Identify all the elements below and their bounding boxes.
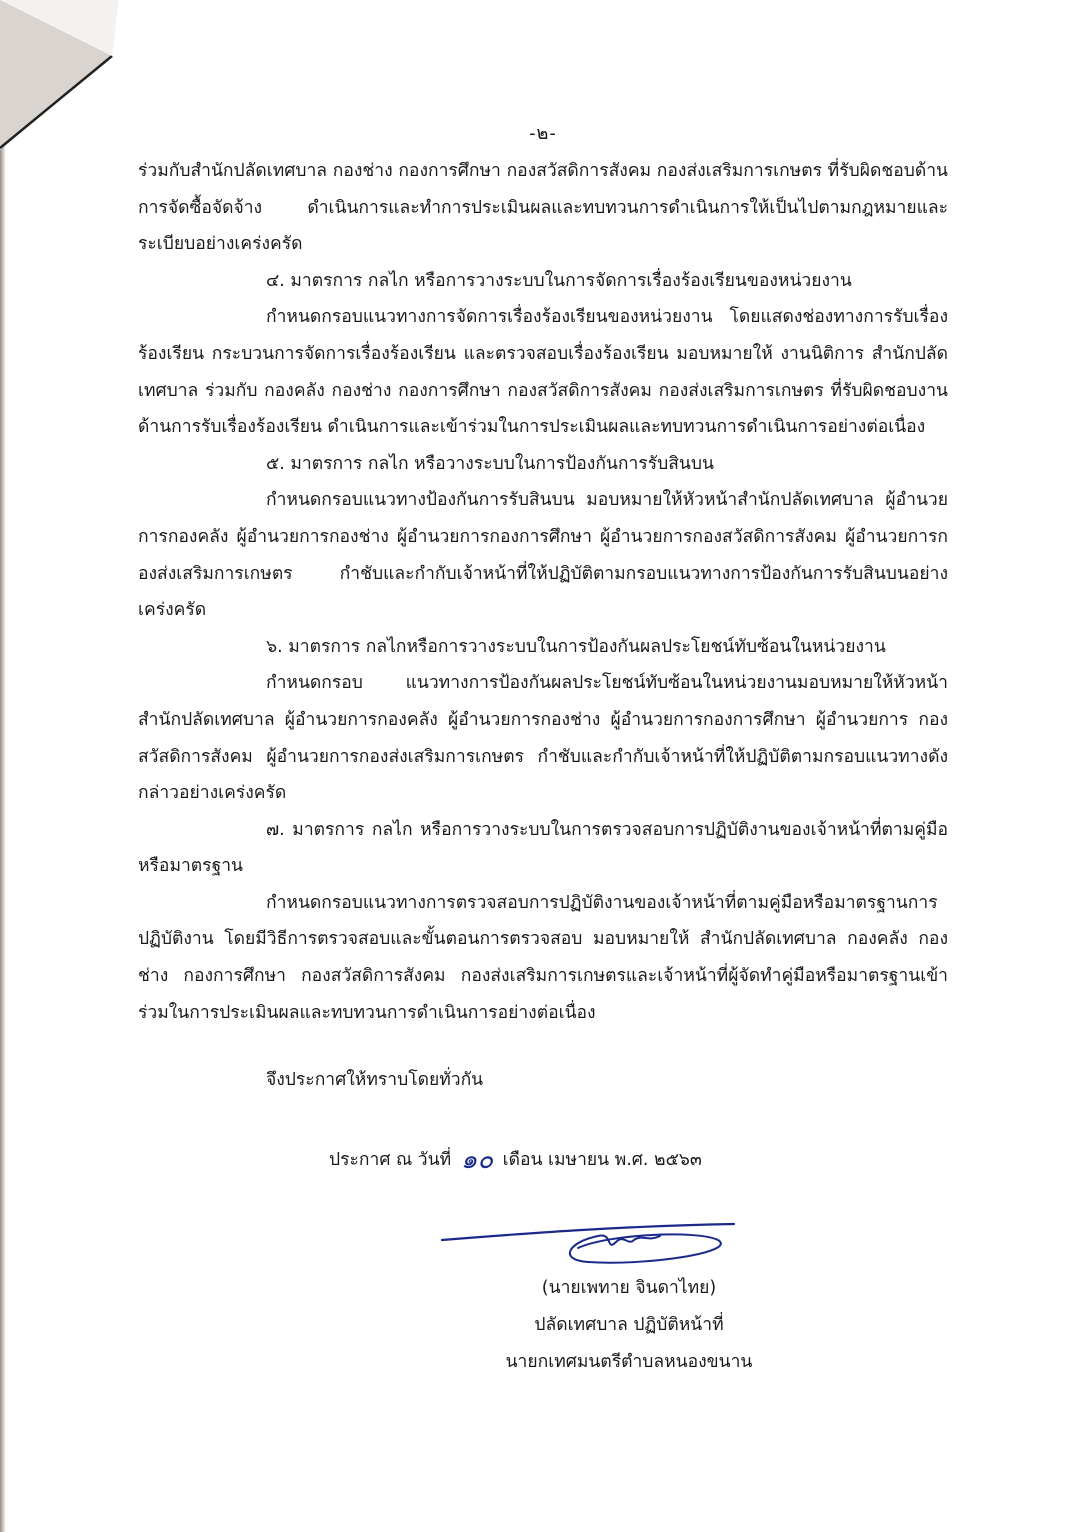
folded-corner: [0, 0, 140, 150]
heading-measure-6: ๖. มาตรการ กลไกหรือการวางระบบในการป้องกันผลประโยชน์ทับซ้อนในหน่วยงาน: [266, 636, 886, 657]
handwritten-day: ๑๐: [460, 1145, 494, 1175]
signer-position: ปลัดเทศบาล ปฏิบัติหน้าที่: [534, 1315, 724, 1335]
date-suffix: เดือน เมษายน พ.ศ. ๒๕๖๓: [502, 1150, 702, 1170]
announcement-date: [329, 1136, 702, 1177]
signer-acting-as: นายกเทศมนตรีตำบลหนองขนาน: [505, 1352, 753, 1372]
date-prefix: ประกาศ ณ วันที่: [329, 1150, 452, 1170]
paragraph-conflict-of-interest: กำหนดกรอบ แนวทางการป้องกันผลประโยชน์ทับซ้อนในหน่วยงานมอบหมายให้หัวหน้าสำนักปลัดเทศบาล ผู้อำนวยการกองคลัง ผู้อำนวยการกองช่าง ผู้อำนวยการกองการศึกษา ผู้อำนวยการ กองสวัสดิการสังคม ผู้อำนวยการกองส่งเสริมการเกษตร กำชับและกำกับเจ้าหน้าที่ให้ปฏิบัติตามกรอบแนวทางดังกล่าวอย่างเคร่งครัด: [138, 673, 948, 804]
paragraph-procurement: ร่วมกับสำนักปลัดเทศบาล กองช่าง กองการศึกษา กองสวัสดิการสังคม กองส่งเสริมการเกษตร ที่รับผิดชอบด้านการจัดซื้อจัดจ้าง ดำเนินการและทำการประเมินผลและทบทวนการดำเนินการให้เป็นไปตามกฎหมายและระเบียบอย่างเคร่งครัด: [138, 161, 948, 255]
page-number: -๒-: [529, 123, 557, 144]
closing-statement: จึงประกาศให้ทราบโดยทั่วกัน: [266, 1070, 484, 1091]
paragraph-complaints: กำหนดกรอบแนวทางการจัดการเรื่องร้องเรียนของหน่วยงาน โดยแสดงช่องทางการรับเรื่องร้องเรียน กระบวนการจัดการเรื่องร้องเรียน และตรวจสอบเรื่องร้องเรียน มอบหมายให้ งานนิติการ สำนักปลัดเทศบาล ร่วมกับ กองคลัง กองช่าง กองการศึกษา กองสวัสดิการสังคม กองส่งเสริมการเกษตร ที่รับผิดชอบงานด้านการรับเรื่องร้องเรียน ดำเนินการและเข้าร่วมในการประเมินผลและทบทวนการดำเนินการอย่างต่อเนื่อง: [138, 307, 948, 438]
heading-measure-4: ๔. มาตรการ กลไก หรือการวางระบบในการจัดการเรื่องร้องเรียนของหน่วยงาน: [266, 270, 852, 291]
document-body: [138, 118, 948, 1093]
page-edge-shadow: [0, 0, 6, 1532]
paragraph-standards-audit: กำหนดกรอบแนวทางการตรวจสอบการปฏิบัติงานของเจ้าหน้าที่ตามคู่มือหรือมาตรฐานการปฏิบัติงาน โดยมีวิธีการตรวจสอบและขั้นตอนการตรวจสอบ มอบหมายให้ สำนักปลัดเทศบาล กองคลัง กองช่าง กองการศึกษา กองสวัสดิการสังคม กองส่งเสริมการเกษตรและเจ้าหน้าที่ผู้จัดทำคู่มือหรือมาตรฐานเข้าร่วมในการประเมินผลและทบทวนการดำเนินการอย่างต่อเนื่อง: [138, 892, 948, 1023]
heading-measure-7: ๗. มาตรการ กลไก หรือการวางระบบในการตรวจสอบการปฏิบัติงานของเจ้าหน้าที่ตามคู่มือหรือมาตรฐาน: [138, 819, 948, 877]
paragraph-bribery: กำหนดกรอบแนวทางป้องกันการรับสินบน มอบหมายให้หัวหน้าสำนักปลัดเทศบาล ผู้อำนวยการกองคลัง ผู้อำนวยการกองช่าง ผู้อำนวยการกองการศึกษา ผู้อำนวยการกองสวัสดิการสังคม ผู้อำนวยการกองส่งเสริมการเกษตร กำชับและกำกับเจ้าหน้าที่ให้ปฏิบัติตามกรอบแนวทางการป้องกันการรับสินบนอย่างเคร่งครัด: [138, 490, 948, 621]
signer-block: [450, 1270, 850, 1381]
signer-name: (นายเพทาย จินดาไทย): [541, 1278, 717, 1298]
handwritten-signature: [438, 1212, 738, 1272]
heading-measure-5: ๕. มาตรการ กลไก หรือวางระบบในการป้องกันการรับสินบน: [266, 453, 714, 474]
